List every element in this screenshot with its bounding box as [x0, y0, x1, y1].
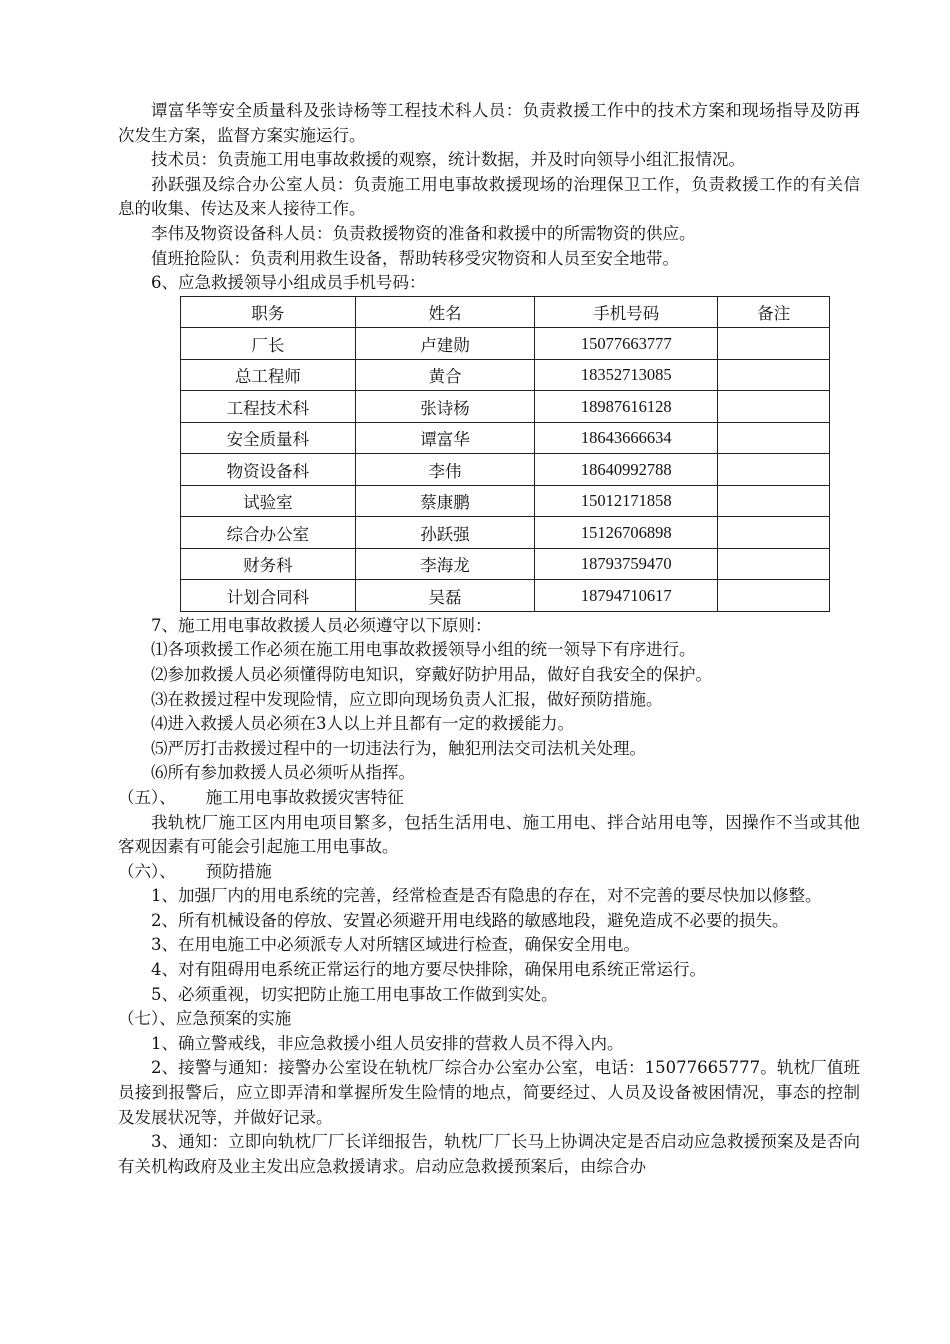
cell-phone: 18352713085 [535, 359, 718, 391]
cell-remark [718, 422, 830, 454]
table-row [181, 359, 830, 391]
cell-phone: 15012171858 [535, 485, 718, 517]
table-row [181, 580, 830, 612]
cell-name: 李伟 [355, 454, 535, 486]
cell-name: 卢建勋 [355, 328, 535, 360]
cell-position: 综合办公室 [181, 517, 356, 549]
section-number: （五）、 [118, 787, 176, 807]
paragraph-office: 孙跃强及综合办公室人员：负责施工用电事故救援现场的治理保卫工作，负责救援工作的有关信息的收集、传达及来人接待工作。 [118, 174, 860, 219]
cell-phone: 18793759470 [535, 548, 718, 580]
cell-phone: 15126706898 [535, 517, 718, 549]
cell-remark [718, 517, 830, 549]
prevention-item: 5、必须重视，切实把防止施工用电事故工作做到实处。 [151, 984, 558, 1004]
section-number: （六）、 [118, 861, 176, 881]
cell-remark [718, 580, 830, 612]
table-row [181, 391, 830, 423]
table-row [181, 328, 830, 360]
cell-name: 吴磊 [355, 580, 535, 612]
paragraph-tech-team: 谭富华等安全质量科及张诗杨等工程技术科人员：负责救援工作中的技术方案和现场指导及防再次发生方案，监督方案实施运行。 [118, 101, 860, 145]
prevention-item: 4、对有阻碍用电系统正常运行的地方要尽快排除，确保用电系统正常运行。 [151, 960, 706, 980]
principle-item: ⑷进入救援人员必须在3人以上并且都有一定的救援能力。 [151, 714, 574, 734]
table-row [181, 422, 830, 454]
header-remark: 备注 [718, 296, 830, 328]
table-row [181, 485, 830, 517]
principle-item: ⑵参加救援人员必须懂得防电知识，穿戴好防护用品，做好自我安全的保护。 [151, 664, 712, 684]
cell-remark [718, 391, 830, 423]
principle-item: ⑹所有参加救援人员必须听从指挥。 [151, 763, 415, 783]
section-title: 施工用电事故救援灾害特征 [205, 787, 404, 807]
header-phone: 手机号码 [535, 296, 718, 328]
paragraph-rescue-team: 值班抢险队：负责利用救生设备，帮助转移受灾物资和人员至安全地带。 [151, 248, 679, 268]
paragraph-phone-list-title: 6、应急救援领导小组成员手机号码： [151, 273, 426, 293]
contact-table [180, 296, 830, 612]
cell-name: 蔡康鹏 [355, 485, 535, 517]
cell-phone: 18643666634 [535, 422, 718, 454]
cell-position: 总工程师 [181, 359, 356, 391]
cell-remark [718, 548, 830, 580]
cell-name: 孙跃强 [355, 517, 535, 549]
cell-position: 安全质量科 [181, 422, 356, 454]
section-heading-5 [118, 786, 860, 811]
cell-name: 谭富华 [355, 422, 535, 454]
cell-position: 工程技术科 [181, 391, 356, 423]
cell-remark [718, 328, 830, 360]
cell-remark [718, 454, 830, 486]
prevention-item: 3、在用电施工中必须派专人对所辖区域进行检查，确保安全用电。 [151, 935, 640, 955]
cell-name: 李海龙 [355, 548, 535, 580]
table-row [181, 454, 830, 486]
table-row [181, 548, 830, 580]
cell-name: 张诗杨 [355, 391, 535, 423]
cell-position: 物资设备科 [181, 454, 356, 486]
section-heading-6 [118, 860, 860, 885]
document-body [118, 99, 860, 1179]
implementation-item: 1、确立警戒线，非应急救援小组人员安排的营救人员不得入内。 [151, 1033, 624, 1053]
section-title: 预防措施 [205, 861, 272, 881]
implementation-item: 3、通知：立即向轨枕厂厂长详细报告，轨枕厂厂长马上协调决定是否启动应急救援预案及是否向有关机构政府及业主发出应急救援请求。启动应急救援预案后，由综合办 [118, 1132, 860, 1176]
principle-item: ⑶在救援过程中发现险情，应立即向现场负责人汇报，做好预防措施。 [151, 689, 663, 709]
cell-name: 黄合 [355, 359, 535, 391]
implementation-item: 2、接警与通知：接警办公室设在轨枕厂综合办公室办公室，电话：15077665777。轨枕厂值班员接到报警后，应立即弄清和掌握所发生险情的地点，简要经过、人员及设备被困情况，事态的控制及发展状况等，并做好记录。 [118, 1058, 860, 1127]
prevention-item: 2、所有机械设备的停放、安置必须避开用电线路的敏感地段，避免造成不必要的损失。 [151, 910, 789, 930]
table-header-row [181, 296, 830, 328]
table-row [181, 517, 830, 549]
cell-phone: 15077663777 [535, 328, 718, 360]
cell-phone: 18640992788 [535, 454, 718, 486]
cell-position: 财务科 [181, 548, 356, 580]
header-position: 职务 [181, 296, 356, 328]
cell-position: 试验室 [181, 485, 356, 517]
paragraph-technician: 技术员：负责施工用电事故救援的观察，统计数据，并及时向领导小组汇报情况。 [151, 150, 745, 170]
paragraph-materials: 李伟及物资设备科人员：负责救援物资的准备和救援中的所需物资的供应。 [151, 223, 696, 243]
cell-phone: 18987616128 [535, 391, 718, 423]
header-name: 姓名 [355, 296, 535, 328]
cell-position: 厂长 [181, 328, 356, 360]
section-heading-7: （七）、应急预案的实施 [118, 1009, 292, 1029]
cell-phone: 18794710617 [535, 580, 718, 612]
principle-item: ⑸严厉打击救援过程中的一切违法行为，触犯刑法交司法机关处理。 [151, 738, 646, 758]
cell-remark [718, 359, 830, 391]
section-5-body: 我轨枕厂施工区内用电项目繁多，包括生活用电、施工用电、拌合站用电等，因操作不当或其他客观因素有可能会引起施工用电事故。 [118, 812, 860, 857]
cell-remark [718, 485, 830, 517]
cell-position: 计划合同科 [181, 580, 356, 612]
principles-title: 7、施工用电事故救援人员必须遵守以下原则： [151, 615, 492, 635]
prevention-item: 1、加强厂内的用电系统的完善，经常检查是否有隐患的存在，对不完善的要尽快加以修整。 [151, 886, 822, 906]
principle-item: ⑴各项救援工作必须在施工用电事故救援领导小组的统一领导下有序进行。 [151, 640, 696, 660]
